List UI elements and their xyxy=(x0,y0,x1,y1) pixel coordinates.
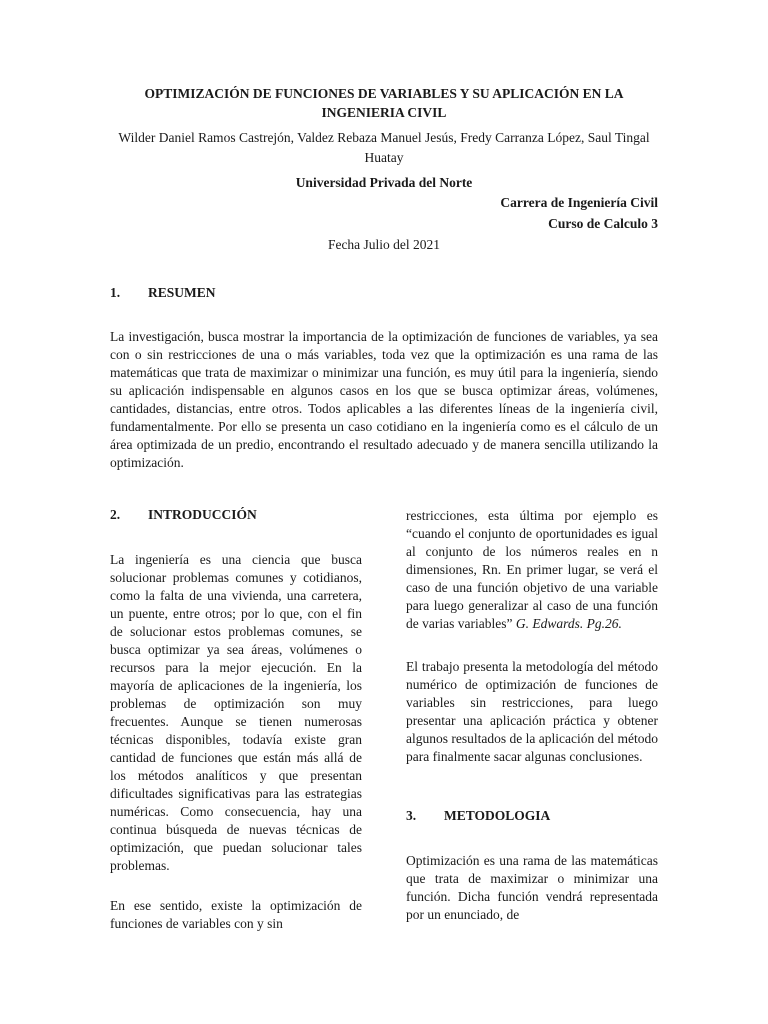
intro-paragraph-3-text: restricciones, esta última por ejemplo es “cuando el conjunto de oportunidades es igual al conjunto de los números reales en n dimensiones, Rn. En primer lugar, se verá el caso de una función objetivo de una variable para luego generalizar al caso de una función de varias variables” xyxy=(406,508,658,631)
section-number: 3. xyxy=(406,808,417,823)
section-heading-introduccion xyxy=(110,507,257,523)
section-title: INTRODUCCIÓN xyxy=(148,507,257,522)
affiliation-block xyxy=(500,192,658,234)
section-heading-resumen xyxy=(110,285,216,301)
author-list: Wilder Daniel Ramos Castrejón, Valdez Rebaza Manuel Jesús, Fredy Carranza López, Saul Tingal Huatay xyxy=(118,130,650,165)
section-heading-metodologia xyxy=(406,808,550,824)
metodologia-paragraph-1: Optimización es una rama de las matemáticas que trata de maximizar o minimizar una función. Dicha función vendrá representada por un enunciado, de xyxy=(406,853,658,922)
citation: G. Edwards. Pg.26. xyxy=(515,616,622,631)
section-number: 2. xyxy=(110,507,121,522)
intro-paragraph-3 xyxy=(406,507,658,633)
intro-paragraph-4: El trabajo presenta la metodología del método numérico de optimización de funciones de variables sin restricciones, para luego presentar una aplicación práctica y obtener algunos resultados de la aplicación del método para finalmente sacar algunas conclusiones. xyxy=(406,659,658,764)
intro-paragraph-1: La ingeniería es una ciencia que busca solucionar problemas comunes y cotidianos, como la falta de una vivienda, una carretera, un puente, entre otros; por lo que, con el fin de solucionar estos problemas comunes, se busca optimizar ya sea áreas, volúmenes o recursos para la mejor ejecución. En la mayoría de aplicaciones de la ingeniería, los problemas de optimización son muy frecuentes. Aunque se tienen numerosas técnicas disponibles, todavía existe gran cantidad de funciones que están más allá de los métodos analíticos y que presentan dificultades significativas para las estrategias numéricas. Como consecuencia, hay una continua búsqueda de nuevas técnicas de optimización, que puedan solucionar tales problemas. xyxy=(110,552,362,873)
intro-paragraph-2: En ese sentido, existe la optimización de funciones de variables con y sin xyxy=(110,898,362,931)
career-name: Carrera de Ingeniería Civil xyxy=(500,195,658,210)
section-title: METODOLOGIA xyxy=(444,808,551,823)
course-name: Curso de Calculo 3 xyxy=(548,216,658,231)
publication-date: Fecha Julio del 2021 xyxy=(327,237,441,252)
section-title: RESUMEN xyxy=(148,285,216,300)
paper-title: OPTIMIZACIÓN DE FUNCIONES DE VARIABLES Y SU APLICACIÓN EN LA INGENIERIA CIVIL xyxy=(144,86,624,120)
university-name: Universidad Privada del Norte xyxy=(295,175,473,190)
abstract-paragraph: La investigación, busca mostrar la importancia de la optimización de funciones de variables, ya sea con o sin restricciones de una o más variables, toda vez que la optimización es una rama de las matemáticas que trata de maximizar o minimizar una función, es muy útil para la ingeniería, siendo su aplicación indispensable en algunos casos en los que se busca optimizar áreas, volúmenes, cantidades, distancias, entre otros. Todos aplicables a las diferentes líneas de la ingeniería civil, fundamentalmente. Por ello se presenta un caso cotidiano en la ingeniería como es el cálculo de un área optimizada de un predio, encontrando el resultado adecuado y de manera sencilla utilizando la optimización. xyxy=(110,329,658,470)
section-number: 1. xyxy=(110,285,121,300)
